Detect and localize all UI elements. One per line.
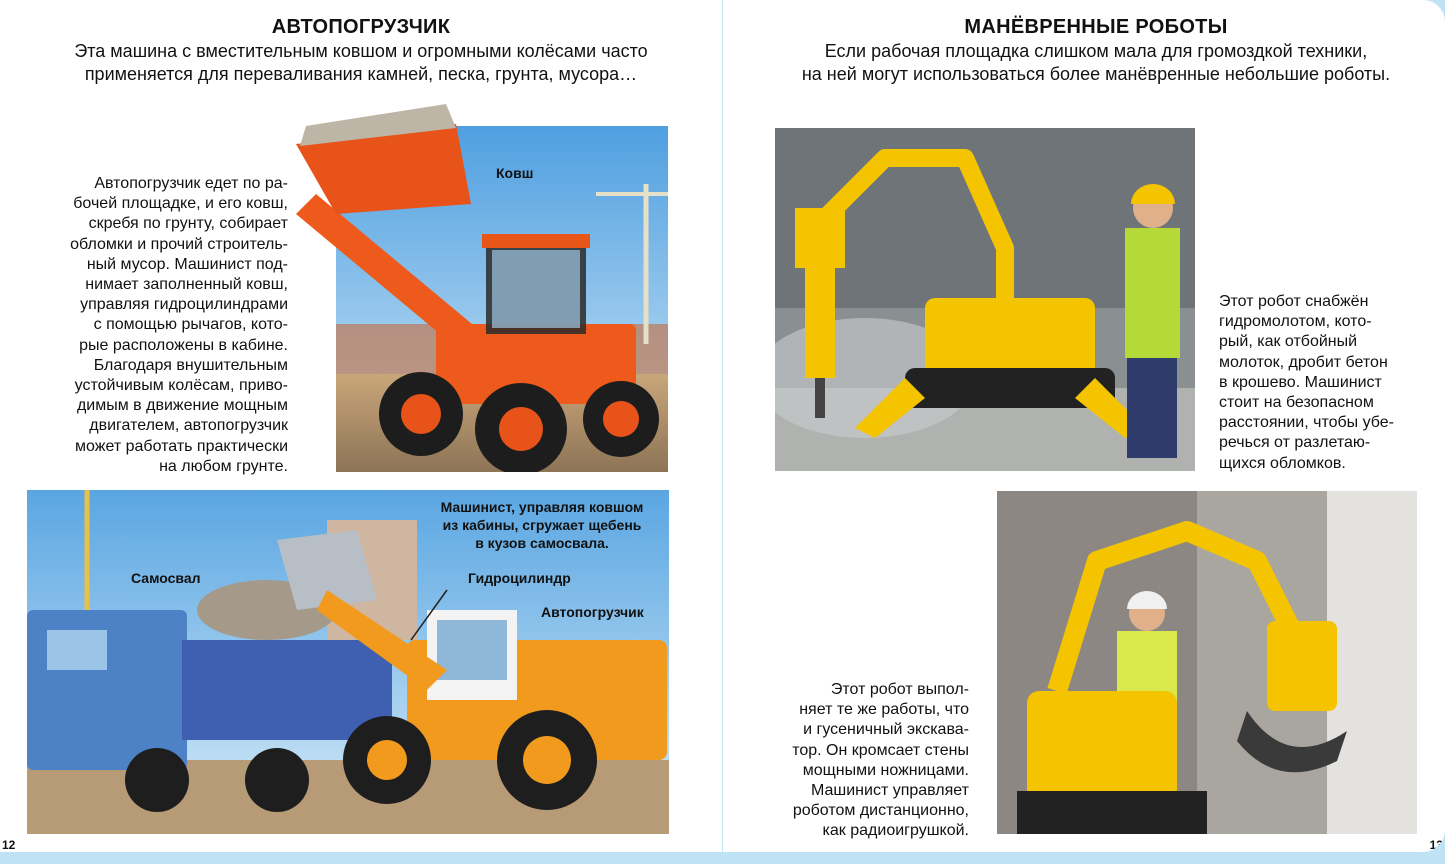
hydraulic-cylinder-label: Гидроцилиндр bbox=[468, 570, 571, 586]
bucket-label: Ковш bbox=[496, 165, 534, 181]
text-line: димым в движение мощным bbox=[76, 397, 288, 415]
demolition-robot-hammer-photo bbox=[775, 128, 1195, 471]
text-line: няет те же работы, что bbox=[799, 701, 969, 719]
text-line: стоит на безопасном bbox=[1219, 394, 1374, 412]
text-line: роботом дистанционно, bbox=[792, 802, 969, 820]
text-line: Этот робот выпол- bbox=[830, 681, 969, 698]
text-line: и гусеничный экскава- bbox=[803, 721, 969, 739]
text-line: нимает заполненный ковш, bbox=[85, 276, 288, 294]
text-line: в крошево. Машинист bbox=[1219, 373, 1382, 391]
page-number-right: 13 bbox=[1429, 838, 1443, 852]
text-line: расстоянии, чтобы убе- bbox=[1219, 414, 1394, 432]
demolition-robot-shears-photo bbox=[997, 491, 1417, 834]
right-page bbox=[723, 0, 1445, 852]
text-line: рый, как отбойный bbox=[1219, 333, 1358, 351]
left-page bbox=[0, 0, 722, 852]
text-line: молоток, дробит бетон bbox=[1219, 353, 1388, 371]
left-page-title: АВТОПОГРУЗЧИК bbox=[271, 16, 451, 38]
text-line: двигателем, автопогрузчик bbox=[89, 417, 288, 435]
page-number-left: 12 bbox=[2, 838, 16, 852]
text-line: на любом грунте. bbox=[159, 457, 288, 475]
text-line: ный мусор. Машинист под- bbox=[86, 255, 288, 273]
text-line: мощными ножницами. bbox=[802, 761, 969, 779]
text-line: может работать практически bbox=[75, 437, 288, 455]
right-page-title: МАНЁВРЕННЫЕ РОБОТЫ bbox=[964, 16, 1228, 38]
text-line: обломки и прочий строитель- bbox=[70, 235, 288, 253]
text-line: Благодаря внушительным bbox=[93, 356, 288, 374]
dumptruck-label: Самосвал bbox=[131, 570, 201, 586]
operator-label: Машинист, управляя ковшом из кабины, сгружает щебень в кузов самосвала. bbox=[440, 499, 644, 551]
loader-label: Автопогрузчик bbox=[541, 604, 644, 620]
text-line: бочей площадке, и его ковш, bbox=[73, 195, 288, 213]
text-line: скребя по грунту, собирает bbox=[88, 215, 288, 233]
loader-description bbox=[8, 174, 288, 477]
text-line: с помощью рычагов, кото- bbox=[93, 316, 288, 334]
left-intro-text: Эта машина с вместительным ковшом и огромными колёсами часто применяется для переваливания камней, песка, грунта, мусора… bbox=[74, 41, 648, 84]
loader-illustration bbox=[296, 84, 668, 472]
shears-robot-description bbox=[729, 680, 969, 842]
text-line: устойчивым колёсам, приво- bbox=[74, 377, 288, 395]
text-line: рые расположены в кабине. bbox=[79, 336, 288, 354]
text-line: щихся обломков. bbox=[1219, 454, 1346, 472]
text-line: гидромолотом, кото- bbox=[1219, 313, 1372, 331]
text-line: речься от разлетаю- bbox=[1219, 434, 1371, 452]
text-line: как радиоигрушкой. bbox=[822, 822, 969, 840]
right-intro-text: Если рабочая площадка слишком мала для громоздкой техники, на ней могут использоваться более манёвренные небольшие роботы. bbox=[801, 41, 1391, 84]
text-line: тор. Он кромсает стены bbox=[792, 741, 969, 759]
text-line: Автопогрузчик едет по ра- bbox=[94, 175, 288, 192]
text-line: управляя гидроцилиндрами bbox=[80, 296, 288, 314]
text-line: Этот робот снабжён bbox=[1219, 293, 1369, 310]
hammer-robot-description bbox=[1219, 292, 1394, 474]
text-line: Машинист управляет bbox=[810, 782, 969, 800]
